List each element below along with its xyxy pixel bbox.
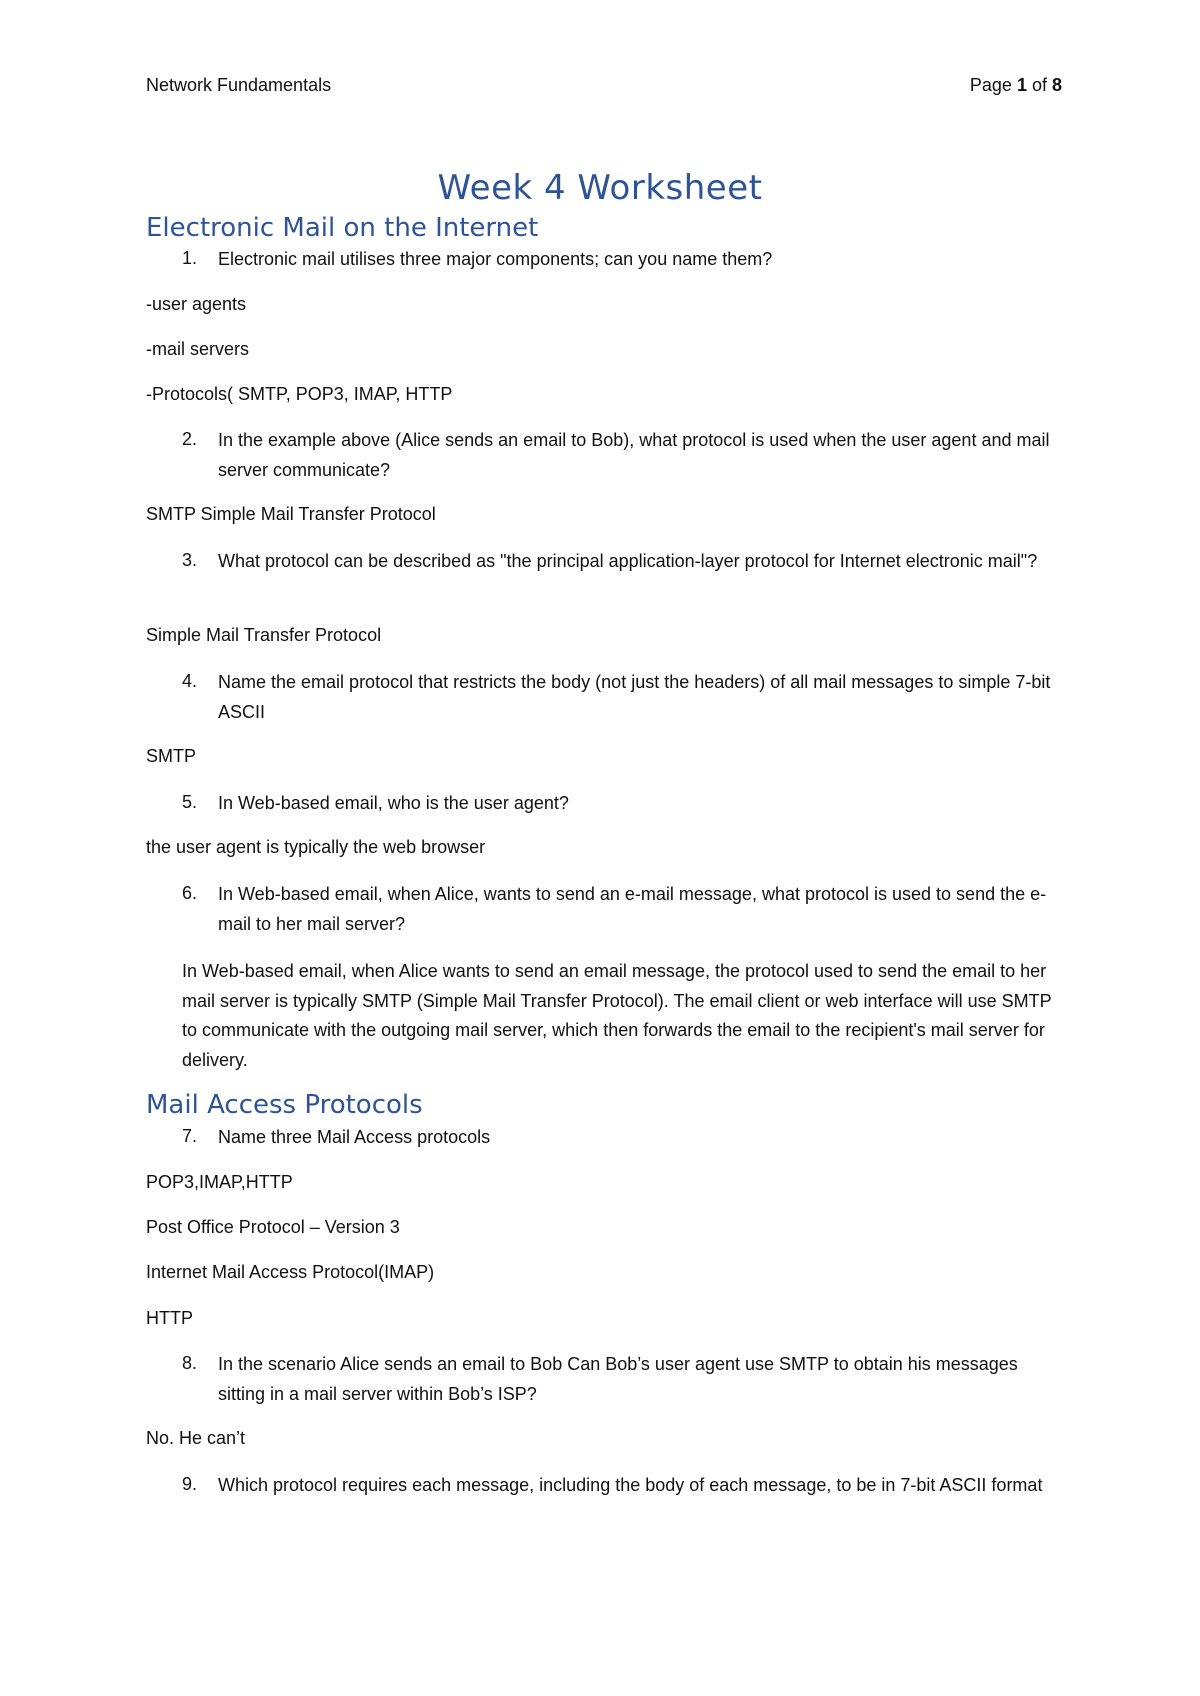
answer-text: Internet Mail Access Protocol(IMAP)	[146, 1262, 435, 1282]
question-number: 5.	[182, 792, 198, 812]
section-heading-mail-access: Mail Access Protocols	[146, 1090, 423, 1120]
answer-text: POP3,IMAP,HTTP	[146, 1172, 293, 1192]
question-text: In the scenario Alice sends an email to Bob Can Bob’s user agent use SMTP to obtain his messages sitting in a mail server within Bob’s ISP?	[218, 1354, 1018, 1404]
answer-text: -mail servers	[146, 339, 250, 359]
answer-text: -Protocols( SMTP, POP3, IMAP, HTTP	[146, 384, 453, 404]
answer-text: Post Office Protocol – Version 3	[146, 1217, 400, 1237]
question-number: 4.	[182, 671, 198, 691]
document-title: Week 4 Worksheet	[437, 168, 763, 208]
answer-text: the user agent is typically the web browser	[146, 837, 486, 857]
page-current: 1	[1016, 75, 1027, 95]
header-page-number	[970, 75, 1062, 96]
question-text: Electronic mail utilises three major components; can you name them?	[218, 249, 773, 269]
answer-text: -user agents	[146, 294, 247, 314]
question-text: Name three Mail Access protocols	[218, 1127, 491, 1147]
question-text: Which protocol requires each message, including the body of each message, to be in 7-bit ASCII format	[218, 1475, 1043, 1495]
answer-text: Simple Mail Transfer Protocol	[146, 625, 382, 645]
question-text: Name the email protocol that restricts the body (not just the headers) of all mail messages to simple 7-bit ASCII	[218, 672, 1051, 722]
question-number: 3.	[182, 550, 198, 570]
page-of: of	[1026, 75, 1052, 95]
question-text: In Web-based email, when Alice, wants to send an e-mail message, what protocol is used to send the e-mail to her mail server?	[218, 884, 1047, 934]
page-total: 8	[1051, 75, 1062, 95]
answer-text: SMTP	[146, 746, 197, 766]
question-number: 7.	[182, 1126, 198, 1146]
header-course-title: Network Fundamentals	[146, 75, 332, 95]
answer-text: No. He can’t	[146, 1428, 246, 1448]
question-number: 9.	[182, 1474, 198, 1494]
question-text: In the example above (Alice sends an email to Bob), what protocol is used when the user agent and mail server communicate?	[218, 430, 1050, 480]
question-text: In Web-based email, who is the user agent?	[218, 793, 569, 813]
question-number: 2.	[182, 429, 198, 449]
question-number: 6.	[182, 883, 198, 903]
section-heading-electronic-mail: Electronic Mail on the Internet	[146, 213, 539, 243]
answer-text: HTTP	[146, 1308, 193, 1328]
answer-text: SMTP Simple Mail Transfer Protocol	[146, 504, 436, 524]
question-number: 8.	[182, 1353, 198, 1373]
question-text: What protocol can be described as "the principal application-layer protocol for Internet electronic mail"?	[218, 551, 1038, 571]
page-prefix: Page	[969, 75, 1017, 95]
question-number: 1.	[182, 248, 198, 268]
answer-paragraph: In Web-based email, when Alice wants to send an email message, the protocol used to send the email to her mail server is typically SMTP (Simple Mail Transfer Protocol). The email client or web interface will use SMTP to communicate with the outgoing mail server, which then forwards the email to the recipient's mail server for delivery.	[182, 961, 1052, 1070]
